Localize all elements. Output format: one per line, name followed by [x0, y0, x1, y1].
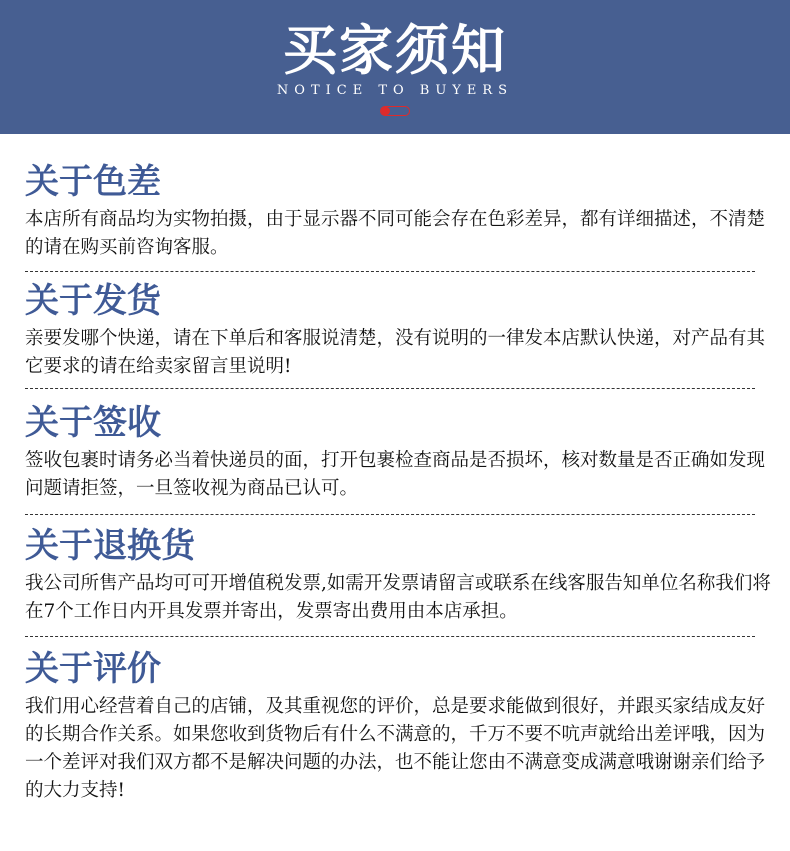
page-subtitle: NOTICE TO BUYERS	[276, 83, 514, 98]
section-title: 关于退换货	[25, 526, 195, 566]
section-title: 关于色差	[25, 162, 161, 202]
section-receipt	[25, 403, 775, 503]
section-body: 本店所有商品均为实物拍摄，由于显示器不同可能会存在色彩差异，都有详细描述，不清楚的请在购买前咨询客服。	[25, 209, 766, 258]
indicator-pill	[380, 106, 410, 116]
header-banner	[0, 0, 790, 134]
section-color-difference	[25, 162, 775, 262]
section-body: 亲要发哪个快递，请在下单后和客服说清楚，没有说明的一律发本店默认快递，对产品有其它要求的请在给卖家留言里说明!	[25, 328, 766, 377]
section-divider	[25, 388, 755, 389]
section-divider	[25, 514, 755, 515]
section-divider	[25, 271, 755, 272]
section-divider	[25, 636, 755, 637]
section-returns	[25, 526, 775, 626]
section-title: 关于发货	[25, 281, 161, 321]
section-body: 签收包裹时请务必当着快递员的面，打开包裹检查商品是否损坏，核对数量是否正确如发现问题请拒签，一旦签收视为商品已认可。	[25, 450, 766, 499]
section-body: 我公司所售产品均可可开增值税发票,如需开发票请留言或联系在线客服告知单位名称我们将在7个工作日内开具发票并寄出，发票寄出费用由本店承担。	[25, 573, 771, 622]
section-title: 关于签收	[25, 403, 161, 443]
section-shipping	[25, 281, 775, 381]
section-reviews	[25, 649, 775, 805]
page-title: 买家须知	[283, 18, 507, 82]
indicator-dot	[381, 107, 390, 115]
section-body: 我们用心经营着自己的店铺，及其重视您的评价，总是要求能做到很好，并跟买家结成友好的长期合作关系。如果您收到货物后有什么不满意的，千万不要不吭声就给出差评哦，因为一个差评对我们双方都不是解决问题的办法，也不能让您由不满意变成满意哦谢谢亲们给予的大力支持!	[25, 696, 766, 801]
section-title: 关于评价	[25, 649, 161, 689]
